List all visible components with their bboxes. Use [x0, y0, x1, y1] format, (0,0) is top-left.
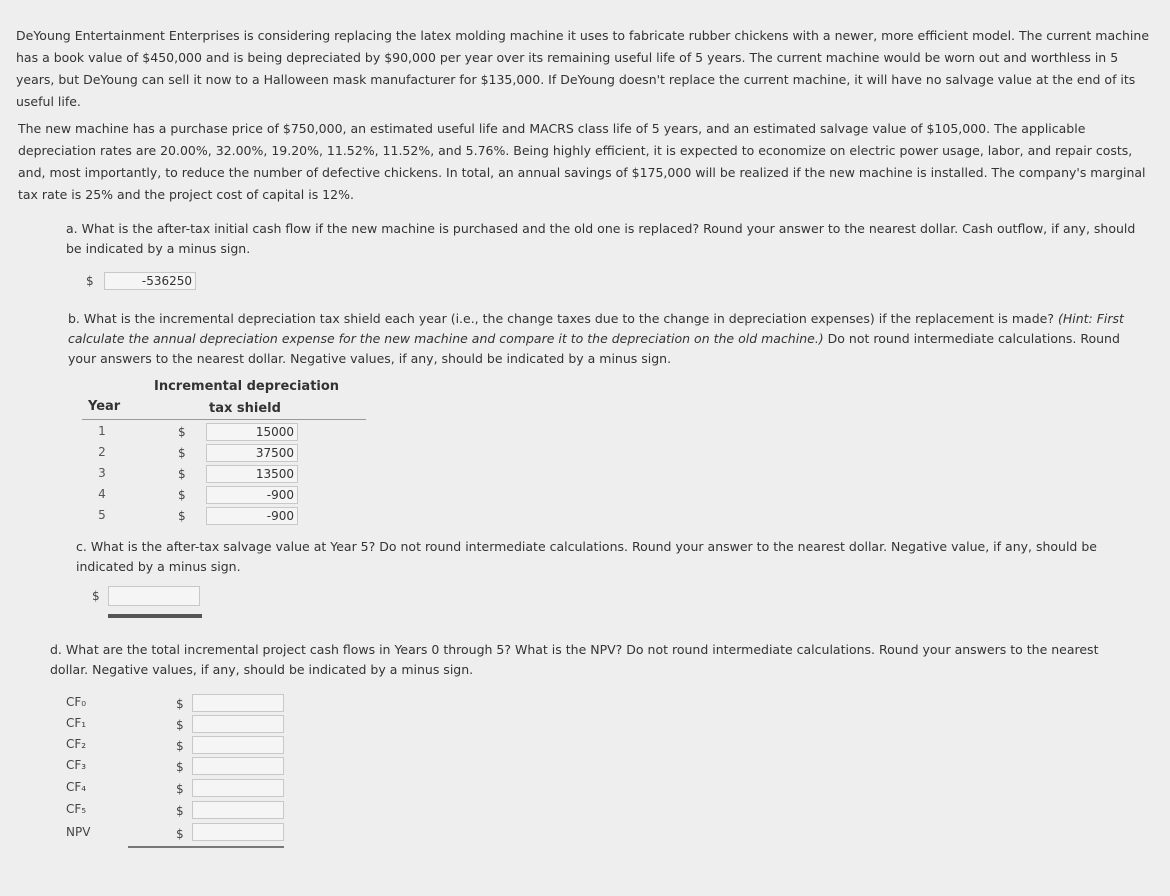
npv-underline — [128, 846, 284, 848]
table-header-incremental: Incremental depreciation — [154, 379, 340, 394]
cf3-label: CF₃ — [66, 758, 87, 772]
question-b — [68, 309, 1148, 369]
cf2-label: CF₂ — [66, 737, 87, 751]
cf1-label: CF₁ — [66, 716, 87, 730]
table-header-tax-shield: tax shield — [209, 401, 281, 416]
problem-paragraph-1: DeYoung Entertainment Enterprises is considering replacing the latex molding machine it uses to fabricate rubber chickens with a newer, more efficient model. The current machine has a book value of $450,000 and is being depreciated by $90,000 per year over its remaining useful life of 5 years. The current machine would be worn out and worthless in 5 years, but DeYoung can sell it now to a Halloween mask manufacturer for $135,000. If DeYoung doesn't replace the current machine, it will have no salvage value at the end of its useful life. — [16, 28, 1150, 109]
currency-symbol: $ — [176, 804, 184, 818]
currency-symbol: $ — [176, 739, 184, 753]
currency-symbol: $ — [176, 760, 184, 774]
year-label: 4 — [98, 487, 106, 501]
year-label: 1 — [98, 424, 106, 438]
question-b-hint: (Hint: First calculate the annual depreciation expense for the new machine and compare it to the depreciation on the old machine.) — [68, 311, 1124, 346]
question-a: a. What is the after-tax initial cash flow if the new machine is purchased and the old one is replaced? Round your answer to the nearest dollar. Cash outflow, if any, should be indicated by a minus sign. — [66, 221, 1136, 256]
year-label: 3 — [98, 466, 106, 480]
question-b-text-end: Do not round intermediate calculations. Round your answers to the nearest dollar. Negative values, if any, should be indicated by a minus sign. — [68, 331, 1120, 366]
cf1-input[interactable] — [192, 715, 284, 733]
cf0-input[interactable] — [192, 694, 284, 712]
currency-symbol: $ — [178, 425, 186, 439]
cf5-input[interactable] — [192, 801, 284, 819]
question-d: d. What are the total incremental project cash flows in Years 0 through 5? What is the NPV? Do not round intermediate calculations. Round your answers to the nearest dollar. Negative values, if any, should be indicated by a minus sign. — [50, 642, 1099, 677]
answer-a-input[interactable] — [104, 272, 196, 290]
currency-symbol: $ — [176, 782, 184, 796]
year-label: 2 — [98, 445, 106, 459]
problem-paragraph-2: The new machine has a purchase price of $750,000, an estimated useful life and MACRS class life of 5 years, and an estimated salvage value of $105,000. The applicable depreciation rates are 20.00%, 32.00%, 19.20%, 11.52%, 11.52%, and 5.76%. Being highly efficient, it is expected to economize on electric power usage, labor, and repair costs, and, most importantly, to reduce the number of defective chickens. In total, an annual savings of $175,000 will be realized if the new machine is installed. The company's marginal tax rate is 25% and the project cost of capital is 12%. — [18, 121, 1146, 202]
currency-symbol: $ — [178, 467, 186, 481]
tax-shield-year-5-input[interactable] — [206, 507, 298, 525]
tax-shield-year-4-input[interactable] — [206, 486, 298, 504]
currency-symbol: $ — [178, 446, 186, 460]
cf3-input[interactable] — [192, 757, 284, 775]
tax-shield-year-1-input[interactable] — [206, 423, 298, 441]
answer-c-input[interactable] — [108, 586, 200, 606]
question-b-text: b. What is the incremental depreciation tax shield each year (i.e., the change taxes due to the change in depreciation expenses) if the replacement is made? — [68, 311, 1058, 326]
tax-shield-year-3-input[interactable] — [206, 465, 298, 483]
cf2-input[interactable] — [192, 736, 284, 754]
tax-shield-year-2-input[interactable] — [206, 444, 298, 462]
cf4-input[interactable] — [192, 779, 284, 797]
currency-symbol: $ — [176, 718, 184, 732]
npv-input[interactable] — [192, 823, 284, 841]
cf0-label: CF₀ — [66, 695, 87, 709]
year-label: 5 — [98, 508, 106, 522]
npv-label: NPV — [66, 825, 91, 839]
table-header-divider — [82, 419, 366, 420]
cf4-label: CF₄ — [66, 780, 87, 794]
currency-symbol: $ — [178, 509, 186, 523]
currency-symbol: $ — [176, 697, 184, 711]
cf5-label: CF₅ — [66, 802, 87, 816]
question-c: c. What is the after-tax salvage value at Year 5? Do not round intermediate calculations. Round your answer to the nearest dollar. Negative value, if any, should be indicated by a minus sign. — [76, 539, 1097, 574]
input-underline — [108, 614, 202, 618]
currency-symbol: $ — [86, 274, 94, 288]
currency-symbol: $ — [178, 488, 186, 502]
table-header-year: Year — [88, 399, 121, 414]
currency-symbol: $ — [176, 827, 184, 841]
currency-symbol: $ — [92, 589, 100, 603]
